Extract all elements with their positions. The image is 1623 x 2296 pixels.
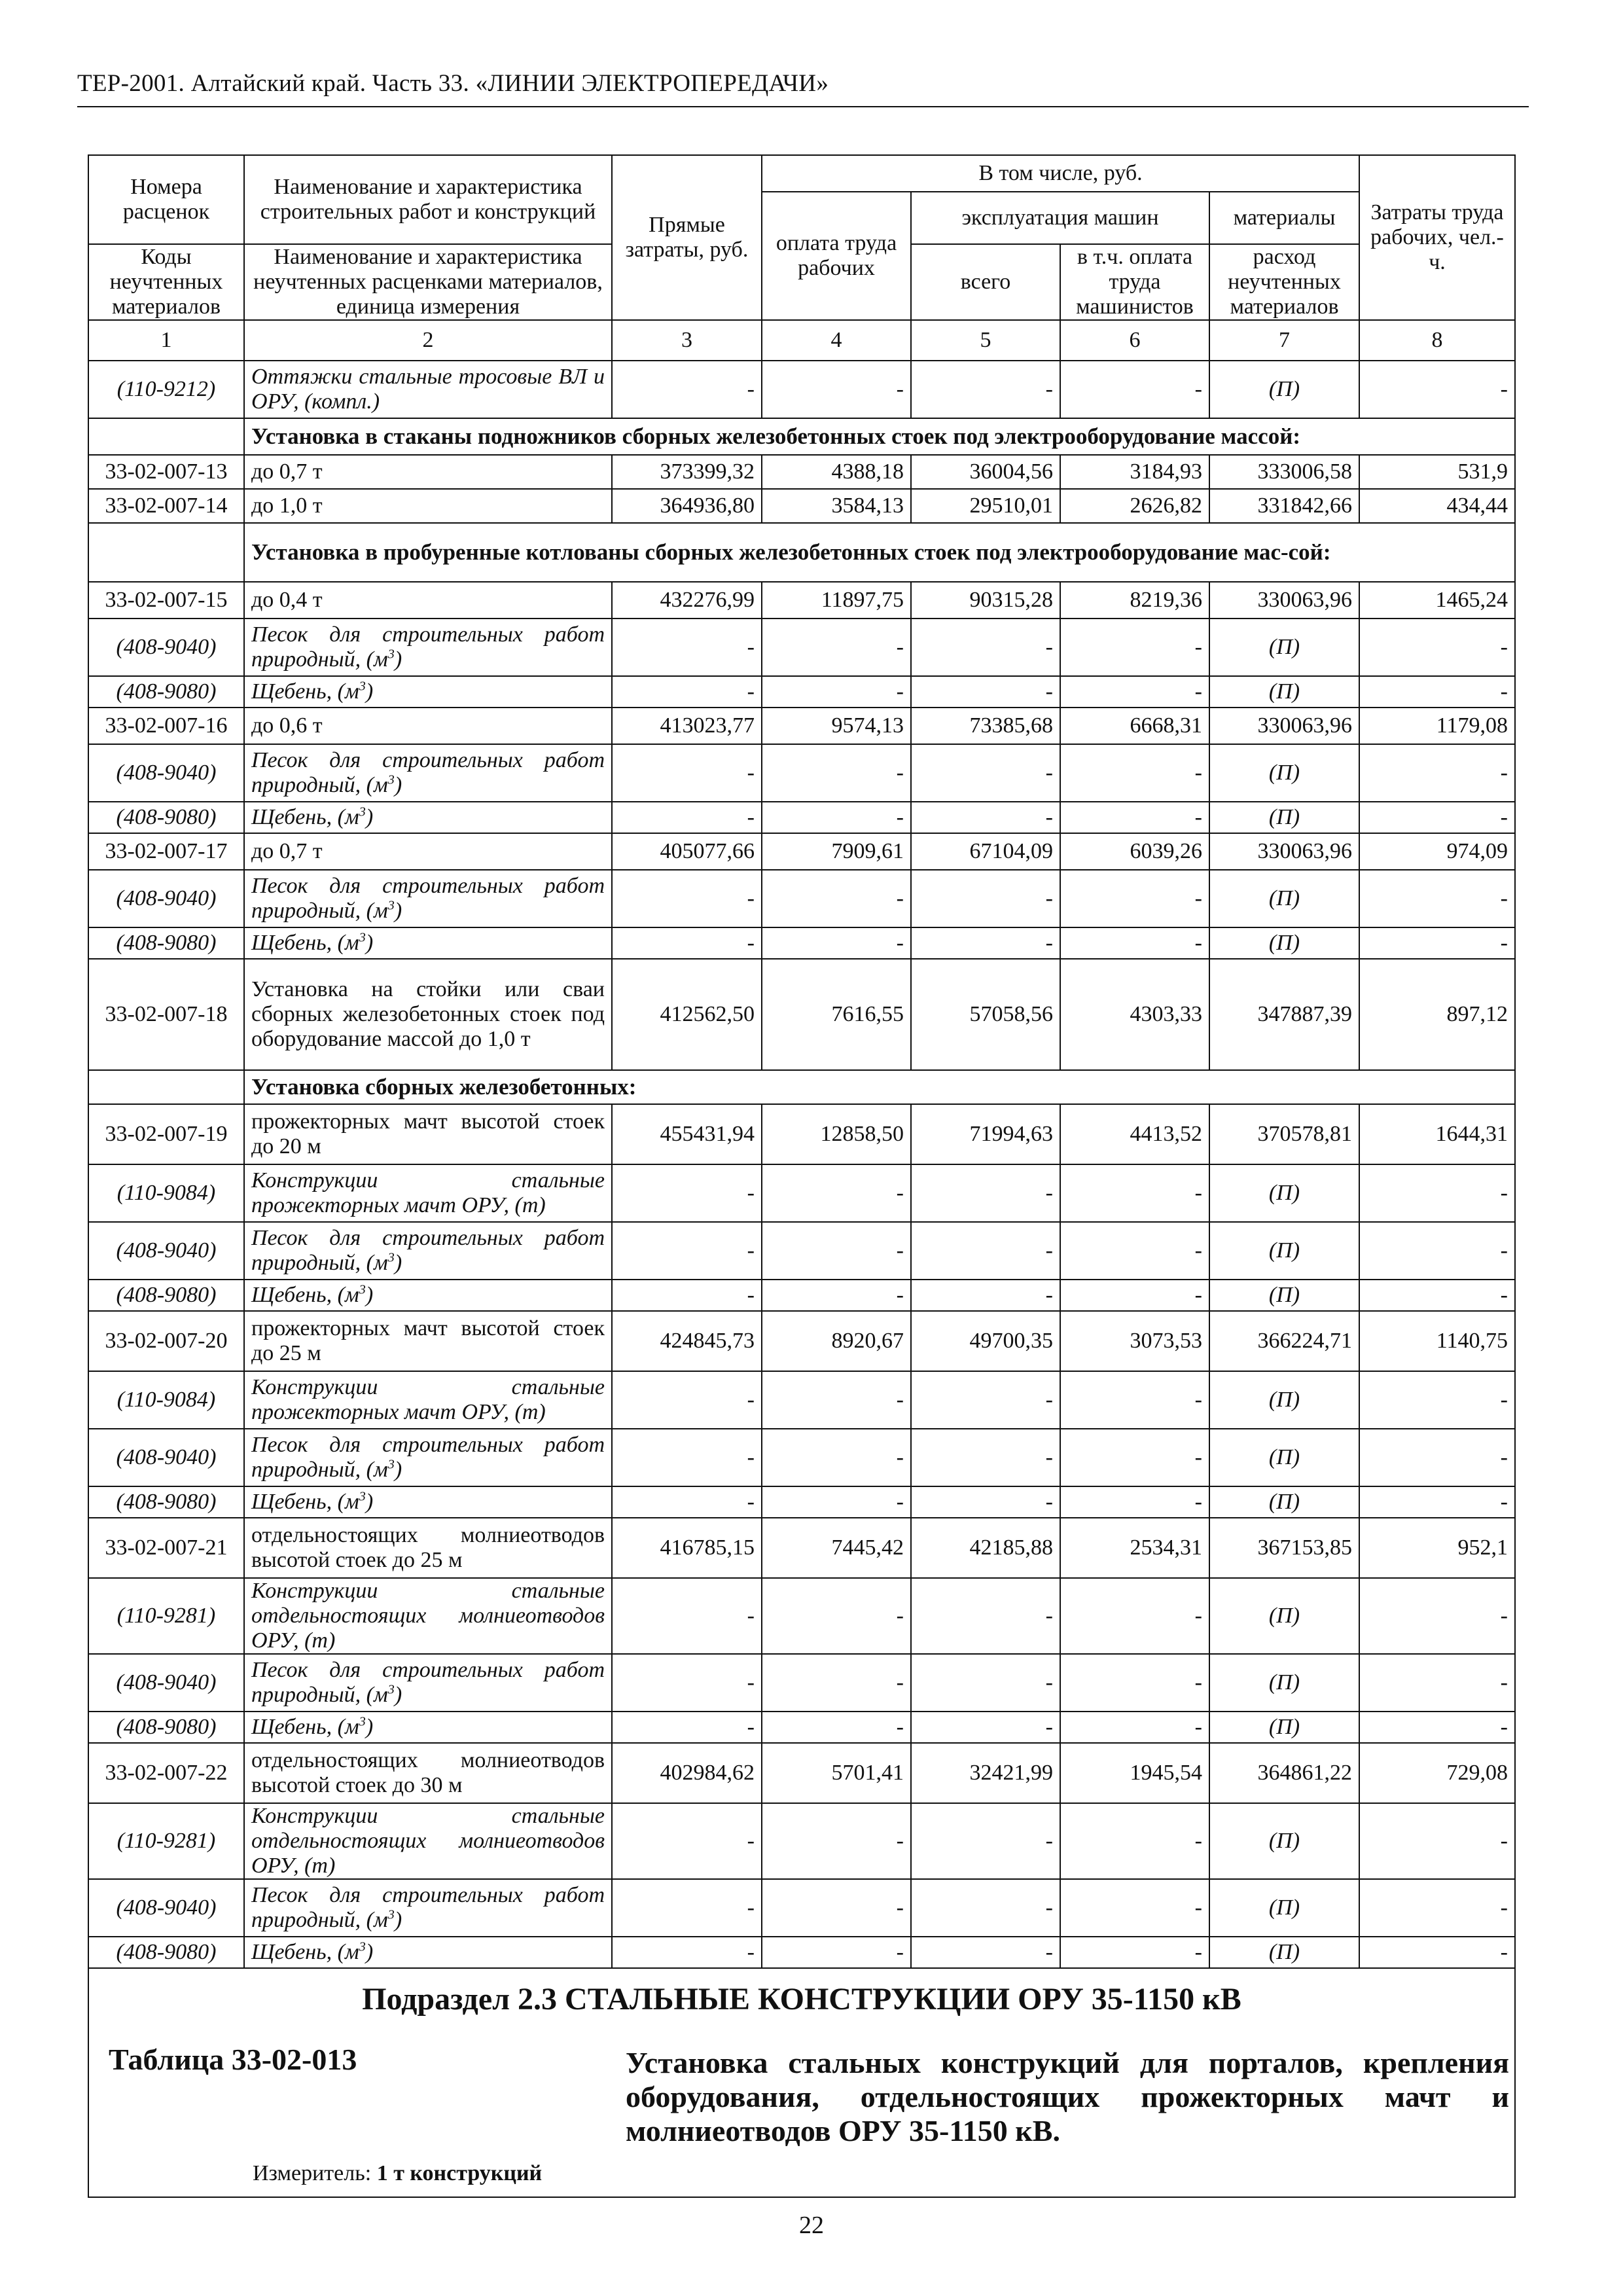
cell-dash: - (762, 1164, 911, 1222)
cell-dash: - (612, 870, 762, 927)
materials-cost: 330063,96 (1209, 708, 1359, 744)
material-row (88, 1371, 1515, 1429)
material-code: (408-9080) (88, 1712, 244, 1743)
cell-dash: - (1359, 1803, 1515, 1879)
rate-code: 33-02-007-20 (88, 1311, 244, 1371)
material-code: (408-9040) (88, 1879, 244, 1937)
column-number: 4 (762, 320, 911, 361)
material-code: (110-9084) (88, 1371, 244, 1429)
worker-pay: 4388,18 (762, 455, 911, 489)
direct-costs: 373399,32 (612, 455, 762, 489)
material-code: (408-9040) (88, 1654, 244, 1712)
cell-dash: - (911, 1164, 1060, 1222)
material-flag: (П) (1209, 870, 1359, 927)
material-row (88, 619, 1515, 676)
material-name: Щебень, $(м^3)$ (244, 1712, 612, 1743)
direct-costs: 416785,15 (612, 1518, 762, 1578)
cell-dash: - (1060, 1222, 1209, 1280)
worker-pay: 9574,13 (762, 708, 911, 744)
material-flag: (П) (1209, 927, 1359, 959)
rate-row (88, 1518, 1515, 1578)
material-row (88, 1429, 1515, 1486)
cell-dash: - (1060, 361, 1209, 418)
machines-total: 57058,56 (911, 959, 1060, 1070)
material-row (88, 1879, 1515, 1937)
measure-value: 1 т конструкций (376, 2161, 543, 2185)
cell-dash: - (911, 1712, 1060, 1743)
material-name: Песок для строительных работ природный, $(м^3)$ (244, 1879, 612, 1937)
section-title: Установка в стаканы подножников сборных железобетонных стоек под электрооборудование массой: (244, 418, 1515, 455)
cell-dash: - (762, 1937, 911, 1968)
header-work-name: Наименование и характеристика строительных работ и конструкций (244, 155, 612, 244)
cell-dash: - (1359, 744, 1515, 802)
machines-total: 49700,35 (911, 1311, 1060, 1371)
worker-pay: 11897,75 (762, 582, 911, 619)
material-name: Щебень, $(м^3)$ (244, 802, 612, 833)
worker-pay: 7909,61 (762, 833, 911, 870)
material-row (88, 1937, 1515, 1968)
material-flag: (П) (1209, 1280, 1359, 1311)
materials-cost: 330063,96 (1209, 833, 1359, 870)
cell-dash: - (1060, 676, 1209, 708)
cell-dash: - (762, 1578, 911, 1654)
cell-dash: - (612, 1280, 762, 1311)
material-code: (408-9080) (88, 676, 244, 708)
worker-pay: 7445,42 (762, 1518, 911, 1578)
section-row (88, 523, 1515, 582)
cell-dash: - (612, 1222, 762, 1280)
column-number: 5 (911, 320, 1060, 361)
material-code: (408-9080) (88, 1486, 244, 1518)
rate-name: отдельностоящих молниеотводов высотой стоек до 30 м (244, 1743, 612, 1803)
rate-code: 33-02-007-16 (88, 708, 244, 744)
section-row (88, 1070, 1515, 1104)
direct-costs: 455431,94 (612, 1104, 762, 1164)
materials-cost: 364861,22 (1209, 1743, 1359, 1803)
cell-dash: - (762, 802, 911, 833)
cell-dash: - (1359, 619, 1515, 676)
cell-dash: - (612, 744, 762, 802)
cell-dash: - (1060, 1712, 1209, 1743)
cell-dash: - (762, 1879, 911, 1937)
material-row (88, 1712, 1515, 1743)
cell-dash: - (1359, 1654, 1515, 1712)
material-flag: (П) (1209, 619, 1359, 676)
rate-code: 33-02-007-21 (88, 1518, 244, 1578)
labor-hours: 1179,08 (1359, 708, 1515, 744)
material-name: Конструкции стальные прожекторных мачт ОРУ, (т) (244, 1371, 612, 1429)
materials-cost: 370578,81 (1209, 1104, 1359, 1164)
column-number: 3 (612, 320, 762, 361)
header-machinist-pay: в т.ч. оплата труда машинистов (1060, 244, 1209, 320)
rate-row (88, 455, 1515, 489)
worker-pay: 7616,55 (762, 959, 911, 1070)
cell-dash: - (911, 1654, 1060, 1712)
cell-dash: - (1060, 1280, 1209, 1311)
cell-dash: - (762, 1371, 911, 1429)
rate-name: до 0,7 т (244, 833, 612, 870)
cell-dash: - (1359, 1429, 1515, 1486)
cell-dash: - (911, 1803, 1060, 1879)
cell-dash: - (1359, 676, 1515, 708)
header-materials: материалы (1209, 192, 1359, 244)
materials-cost: 347887,39 (1209, 959, 1359, 1070)
material-code: (110-9281) (88, 1578, 244, 1654)
cell-dash: - (1060, 1486, 1209, 1518)
cell-dash: - (911, 361, 1060, 418)
cell-dash: - (1060, 1937, 1209, 1968)
cell-dash: - (1060, 802, 1209, 833)
cell-dash: - (762, 1486, 911, 1518)
worker-pay: 3584,13 (762, 489, 911, 523)
cell-dash: - (1359, 802, 1515, 833)
rate-name: отдельностоящих молниеотводов высотой стоек до 25 м (244, 1518, 612, 1578)
machinist-pay: 6039,26 (1060, 833, 1209, 870)
cell-dash: - (762, 619, 911, 676)
labor-hours: 974,09 (1359, 833, 1515, 870)
material-row (88, 744, 1515, 802)
column-number: 7 (1209, 320, 1359, 361)
rate-code: 33-02-007-18 (88, 959, 244, 1070)
machinist-pay: 4413,52 (1060, 1104, 1209, 1164)
material-name: Песок для строительных работ природный, $(м^3)$ (244, 1222, 612, 1280)
worker-pay: 8920,67 (762, 1311, 911, 1371)
page-number: 22 (799, 2212, 824, 2239)
worker-pay: 5701,41 (762, 1743, 911, 1803)
header-material-consumption: расход неучтенных материалов (1209, 244, 1359, 320)
rate-name: Установка на стойки или сваи сборных железобетонных стоек под оборудование массой до 1,0 т (244, 959, 612, 1070)
material-name: Песок для строительных работ природный, $(м^3)$ (244, 870, 612, 927)
machinist-pay: 6668,31 (1060, 708, 1209, 744)
machines-total: 32421,99 (911, 1743, 1060, 1803)
material-name: Оттяжки стальные тросовые ВЛ и ОРУ, (компл.) (244, 361, 612, 418)
material-code: (110-9281) (88, 1803, 244, 1879)
material-name: Щебень, $(м^3)$ (244, 676, 612, 708)
cell-dash: - (612, 1371, 762, 1429)
material-row (88, 1654, 1515, 1712)
rate-row (88, 1104, 1515, 1164)
material-row (88, 1486, 1515, 1518)
material-name: Щебень, $(м^3)$ (244, 927, 612, 959)
material-code: (408-9080) (88, 1937, 244, 1968)
cell-dash: - (911, 676, 1060, 708)
column-number: 8 (1359, 320, 1515, 361)
cell-dash: - (1060, 1803, 1209, 1879)
cell-dash: - (612, 676, 762, 708)
cell-dash: - (1359, 1164, 1515, 1222)
direct-costs: 432276,99 (612, 582, 762, 619)
material-row (88, 870, 1515, 927)
labor-hours: 952,1 (1359, 1518, 1515, 1578)
direct-costs: 424845,73 (612, 1311, 762, 1371)
labor-hours: 1465,24 (1359, 582, 1515, 619)
cell-dash: - (762, 1222, 911, 1280)
machines-total: 71994,63 (911, 1104, 1060, 1164)
material-flag: (П) (1209, 744, 1359, 802)
measure-line (253, 2161, 542, 2186)
cell-dash: - (1060, 744, 1209, 802)
column-number: 1 (88, 320, 244, 361)
material-name: Песок для строительных работ природный, $(м^3)$ (244, 1654, 612, 1712)
subsection-box (88, 1968, 1515, 2197)
rates-table (88, 154, 1516, 2198)
material-code: (408-9080) (88, 927, 244, 959)
material-code: (408-9040) (88, 1222, 244, 1280)
materials-cost: 330063,96 (1209, 582, 1359, 619)
cell-dash: - (1060, 1654, 1209, 1712)
rate-name: до 1,0 т (244, 489, 612, 523)
materials-cost: 331842,66 (1209, 489, 1359, 523)
cell-dash: - (762, 1654, 911, 1712)
header-labor-costs: Затраты труда рабочих, чел.-ч. (1359, 155, 1515, 320)
machines-total: 67104,09 (911, 833, 1060, 870)
machinist-pay: 8219,36 (1060, 582, 1209, 619)
machinist-pay: 1945,54 (1060, 1743, 1209, 1803)
cell-dash: - (1359, 870, 1515, 927)
material-row (88, 1222, 1515, 1280)
header-including: В том числе, руб. (762, 155, 1359, 192)
cell-dash: - (762, 927, 911, 959)
material-flag: (П) (1209, 1429, 1359, 1486)
rate-name: до 0,7 т (244, 455, 612, 489)
header-direct-costs: Прямые затраты, руб. (612, 155, 762, 320)
header-rule (77, 106, 1529, 107)
material-name: Песок для строительных работ природный, $(м^3)$ (244, 619, 612, 676)
material-row (88, 1803, 1515, 1879)
materials-cost: 367153,85 (1209, 1518, 1359, 1578)
cell-dash: - (762, 1280, 911, 1311)
rate-name: прожекторных мачт высотой стоек до 20 м (244, 1104, 612, 1164)
cell-dash: - (762, 1803, 911, 1879)
cell-dash: - (911, 870, 1060, 927)
cell-dash: - (612, 927, 762, 959)
cell-dash: - (1060, 1371, 1209, 1429)
machines-total: 36004,56 (911, 455, 1060, 489)
cell-dash: - (1060, 927, 1209, 959)
cell-dash: - (612, 1937, 762, 1968)
cell-dash: - (1060, 1429, 1209, 1486)
cell-dash: - (1359, 1712, 1515, 1743)
material-flag: (П) (1209, 1164, 1359, 1222)
rate-name: прожекторных мачт высотой стоек до 25 м (244, 1311, 612, 1371)
material-name: Щебень, $(м^3)$ (244, 1280, 612, 1311)
direct-costs: 412562,50 (612, 959, 762, 1070)
header-worker-pay: оплата труда рабочих (762, 192, 911, 320)
rate-code: 33-02-007-13 (88, 455, 244, 489)
rate-row (88, 833, 1515, 870)
machinist-pay: 2534,31 (1060, 1518, 1209, 1578)
cell-dash: - (762, 1712, 911, 1743)
header-material-names: Наименование и характеристика неучтенных расценками материалов, единица измерения (244, 244, 612, 320)
material-name: Конструкции стальные отдельностоящих молниеотводов ОРУ, (т) (244, 1803, 612, 1879)
material-flag: (П) (1209, 1578, 1359, 1654)
cell-dash: - (911, 1578, 1060, 1654)
machinist-pay: 3184,93 (1060, 455, 1209, 489)
header-rate-numbers: Номера расценок (88, 155, 244, 244)
table-number: Таблица 33-02-013 (109, 2043, 357, 2076)
material-row (88, 927, 1515, 959)
cell-dash: - (1060, 1164, 1209, 1222)
cell-dash: - (612, 1712, 762, 1743)
rate-row (88, 489, 1515, 523)
material-row (88, 676, 1515, 708)
direct-costs: 405077,66 (612, 833, 762, 870)
material-code: (408-9040) (88, 744, 244, 802)
rate-code: 33-02-007-14 (88, 489, 244, 523)
machinist-pay: 3073,53 (1060, 1311, 1209, 1371)
machines-total: 29510,01 (911, 489, 1060, 523)
cell-dash: - (1359, 1578, 1515, 1654)
cell-dash: - (1359, 1486, 1515, 1518)
worker-pay: 12858,50 (762, 1104, 911, 1164)
cell-dash: - (911, 1937, 1060, 1968)
material-flag: (П) (1209, 1937, 1359, 1968)
section-row (88, 418, 1515, 455)
rate-row (88, 708, 1515, 744)
material-name: Песок для строительных работ природный, $(м^3)$ (244, 744, 612, 802)
cell-dash: - (1060, 1879, 1209, 1937)
material-code: (408-9040) (88, 870, 244, 927)
direct-costs: 364936,80 (612, 489, 762, 523)
material-name: Щебень, $(м^3)$ (244, 1486, 612, 1518)
cell-dash: - (1359, 1371, 1515, 1429)
machines-total: 42185,88 (911, 1518, 1060, 1578)
material-code: (408-9080) (88, 1280, 244, 1311)
rate-code: 33-02-007-17 (88, 833, 244, 870)
machinist-pay: 4303,33 (1060, 959, 1209, 1070)
cell-dash: - (911, 1879, 1060, 1937)
rate-code: 33-02-007-19 (88, 1104, 244, 1164)
rate-name: до 0,4 т (244, 582, 612, 619)
cell-dash: - (762, 1429, 911, 1486)
direct-costs: 413023,77 (612, 708, 762, 744)
rate-row (88, 582, 1515, 619)
labor-hours: 434,44 (1359, 489, 1515, 523)
column-number: 2 (244, 320, 612, 361)
material-flag: (П) (1209, 1222, 1359, 1280)
material-flag: (П) (1209, 1712, 1359, 1743)
cell-dash: - (911, 1486, 1060, 1518)
cell-dash: - (1359, 1222, 1515, 1280)
cell-dash: - (911, 744, 1060, 802)
cell-dash: - (612, 802, 762, 833)
header-material-codes: Коды неучтенных материалов (88, 244, 244, 320)
measure-label: Измеритель: (253, 2161, 372, 2185)
header-machines: эксплуатация машин (911, 192, 1209, 244)
material-flag: (П) (1209, 1879, 1359, 1937)
cell-dash: - (1359, 1280, 1515, 1311)
material-code: (408-9040) (88, 1429, 244, 1486)
rate-row (88, 959, 1515, 1070)
material-flag: (П) (1209, 1371, 1359, 1429)
cell-dash: - (1359, 361, 1515, 418)
cell-dash: - (1359, 1879, 1515, 1937)
material-flag: (П) (1209, 1803, 1359, 1879)
material-flag: (П) (1209, 1486, 1359, 1518)
material-row (88, 361, 1515, 418)
labor-hours: 897,12 (1359, 959, 1515, 1070)
rate-row (88, 1311, 1515, 1371)
material-code: (408-9080) (88, 802, 244, 833)
cell-dash: - (612, 1578, 762, 1654)
cell-dash: - (911, 1222, 1060, 1280)
material-name: Конструкции стальные отдельностоящих молниеотводов ОРУ, (т) (244, 1578, 612, 1654)
running-title: ТЕР-2001. Алтайский край. Часть 33. «ЛИНИИ ЭЛЕКТРОПЕРЕДАЧИ» (77, 70, 829, 97)
section-title: Установка в пробуренные котлованы сборных железобетонных стоек под электрооборудование мас-сой: (244, 523, 1515, 582)
cell-dash: - (612, 1486, 762, 1518)
material-name: Песок для строительных работ природный, $(м^3)$ (244, 1429, 612, 1486)
rate-code: 33-02-007-22 (88, 1743, 244, 1803)
machines-total: 73385,68 (911, 708, 1060, 744)
column-number: 6 (1060, 320, 1209, 361)
cell-dash: - (911, 927, 1060, 959)
machines-total: 90315,28 (911, 582, 1060, 619)
material-row (88, 1280, 1515, 1311)
cell-dash: - (911, 1280, 1060, 1311)
cell-dash: - (612, 361, 762, 418)
material-flag: (П) (1209, 1654, 1359, 1712)
material-flag: (П) (1209, 361, 1359, 418)
cell-dash: - (1060, 1578, 1209, 1654)
material-row (88, 802, 1515, 833)
cell-dash: - (762, 870, 911, 927)
cell-dash: - (911, 1429, 1060, 1486)
cell-dash: - (762, 361, 911, 418)
material-name: Щебень, $(м^3)$ (244, 1937, 612, 1968)
labor-hours: 531,9 (1359, 455, 1515, 489)
cell-dash: - (1060, 870, 1209, 927)
material-flag: (П) (1209, 802, 1359, 833)
cell-dash: - (612, 1429, 762, 1486)
section-title: Установка сборных железобетонных: (244, 1070, 1515, 1104)
rate-name: до 0,6 т (244, 708, 612, 744)
material-code: (408-9040) (88, 619, 244, 676)
header-machines-total: всего (911, 244, 1060, 320)
material-row (88, 1578, 1515, 1654)
direct-costs: 402984,62 (612, 1743, 762, 1803)
cell-dash: - (1060, 619, 1209, 676)
table-name: Установка стальных конструкций для порталов, крепления оборудования, отдельностоящих прожекторных мачт и молниеотводов ОРУ 35-1150 кВ. (626, 2046, 1509, 2147)
labor-hours: 1644,31 (1359, 1104, 1515, 1164)
rate-row (88, 1743, 1515, 1803)
cell-dash: - (612, 1803, 762, 1879)
cell-dash: - (762, 676, 911, 708)
cell-dash: - (612, 1164, 762, 1222)
materials-cost: 333006,58 (1209, 455, 1359, 489)
cell-dash: - (762, 744, 911, 802)
cell-dash: - (911, 802, 1060, 833)
material-name: Конструкции стальные прожекторных мачт ОРУ, (т) (244, 1164, 612, 1222)
machinist-pay: 2626,82 (1060, 489, 1209, 523)
material-code: (110-9212) (88, 361, 244, 418)
material-flag: (П) (1209, 676, 1359, 708)
rate-code: 33-02-007-15 (88, 582, 244, 619)
cell-dash: - (612, 1654, 762, 1712)
materials-cost: 366224,71 (1209, 1311, 1359, 1371)
labor-hours: 729,08 (1359, 1743, 1515, 1803)
material-code: (110-9084) (88, 1164, 244, 1222)
cell-dash: - (1359, 927, 1515, 959)
material-row (88, 1164, 1515, 1222)
cell-dash: - (911, 1371, 1060, 1429)
cell-dash: - (612, 1879, 762, 1937)
subsection-title: Подраздел 2.3 СТАЛЬНЫЕ КОНСТРУКЦИИ ОРУ 35-1150 кВ (362, 1982, 1241, 2017)
cell-dash: - (1359, 1937, 1515, 1968)
labor-hours: 1140,75 (1359, 1311, 1515, 1371)
cell-dash: - (911, 619, 1060, 676)
cell-dash: - (612, 619, 762, 676)
